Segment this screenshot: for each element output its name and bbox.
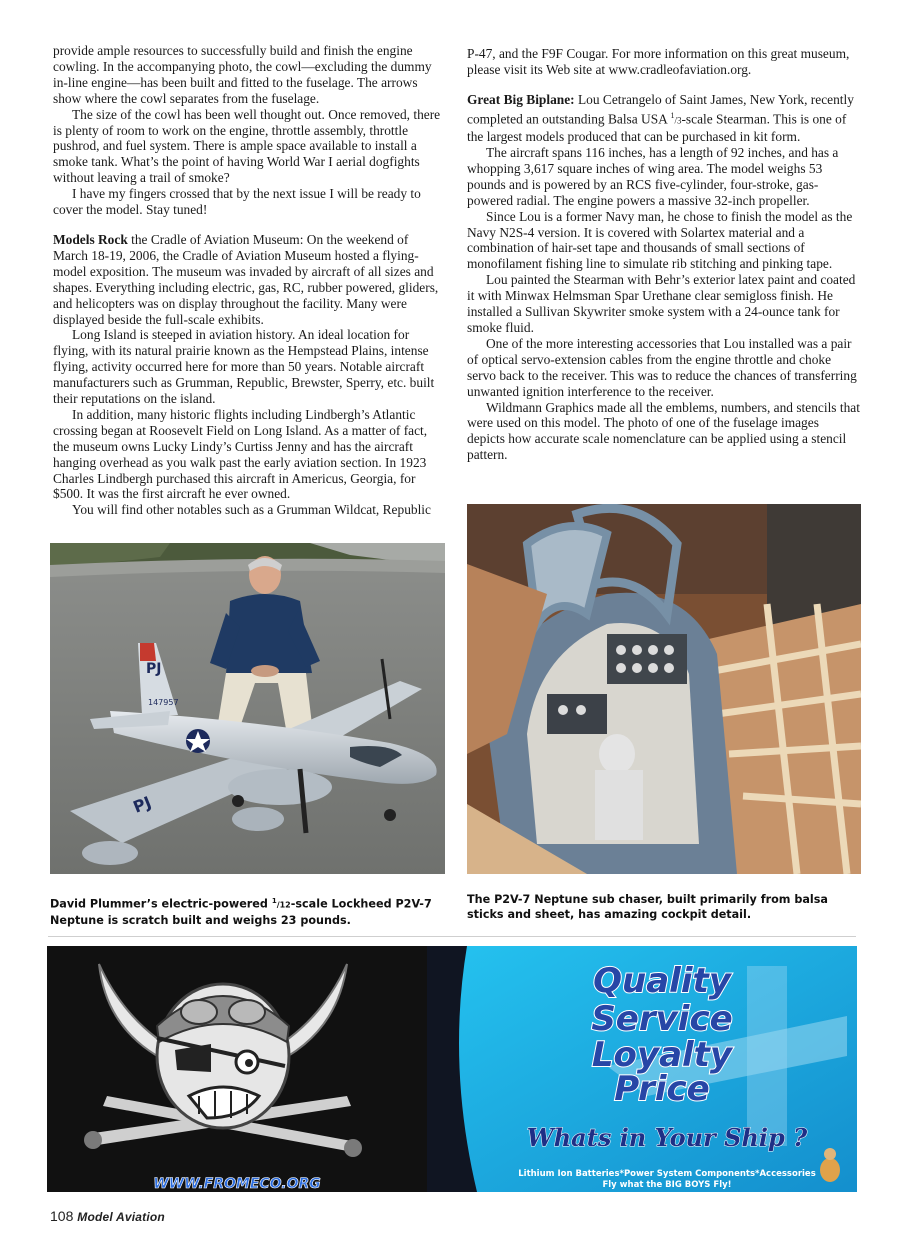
paragraph-text: Lou Cetrangelo of Saint James, New York, recently completed an outstanding Balsa USA (467, 91, 854, 127)
paragraph-text: the Cradle of Aviation Museum: On the weekend of March 18-19, 2006, the Cradle of Aviation Museum hosted a flying-model exposition. The museum was invaded by aircraft of all sizes and shapes. Everything including electric, gas, RC, rubber powered, gliders, and helicopters was on display throughout the facility. Many were displayed beside the full-scale exhibits. (53, 231, 439, 327)
paragraph: One of the more interesting accessories that Lou installed was a pair of optical servo-extension cables from the engine throttle and choke servo back to the receiver. This was to reduce the chances of transferring unwanted ignition interference to the receiver. (467, 335, 857, 399)
section-lead: Models Rock (53, 231, 128, 247)
paragraph: Since Lou is a former Navy man, he chose to finish the model as the Navy N2S-4 version. It is covered with Solartex material and a combination of hair-set tape and thousands of small sections of monofilament fishing line to simulate rib stitching and pinking tape. (467, 208, 853, 272)
ad-word-price: Price (614, 1069, 710, 1109)
ad-tagline-fly: Fly what the BIG BOYS Fly! (602, 1180, 732, 1190)
fraction-denominator: /3 (674, 115, 682, 126)
caption-left-photo (50, 894, 450, 928)
ad-url[interactable]: WWW.FROMECO.ORG (153, 1176, 321, 1192)
photo-p2v7-neptune-model (50, 543, 445, 874)
tail-serial: 147957 (148, 698, 179, 707)
paragraph: provide ample resources to successfully build and finish the engine cowling. In the accompanying photo, the cowl—excluding the dummy in-line engine—has been built and fitted to the fuselage. The arrows show where the cowl separates from the fuselage. (53, 43, 432, 106)
ad-word-quality: Quality (593, 961, 731, 1001)
fraction-denominator: /12 (276, 900, 291, 910)
paragraph-models-rock (53, 232, 445, 327)
caption-right-photo: The P2V-7 Neptune sub chaser, built primarily from balsa sticks and sheet, has amazing cockpit detail. (467, 893, 828, 921)
paragraph: I have my fingers crossed that by the next issue I will be ready to cover the model. Stay tuned! (53, 186, 421, 218)
ad-artwork (47, 946, 857, 1192)
paragraph-text: -scale Stearman. This is one of the largest models produced that can be purchased in kit form. (467, 111, 847, 145)
paragraph-great-big-biplane (467, 92, 860, 145)
section-lead: Great Big Biplane: (467, 91, 575, 107)
page-number: 108 (50, 1208, 74, 1224)
divider (48, 936, 856, 937)
page-folio (50, 1208, 165, 1224)
mascot-icon (820, 1158, 840, 1182)
photo-cockpit-detail (467, 504, 861, 874)
paragraph: The aircraft spans 116 inches, has a length of 92 inches, and has a whopping 3,617 square inches of wing area. The model weighs 53 pounds and is powered by an RCS five-cylinder, four-stroke, gas-powered radial. The engine powers a massive 32-inch propeller. (467, 145, 839, 208)
photo-illustration (50, 543, 445, 874)
paragraph: In addition, many historic flights including Lindbergh’s Atlantic crossing began at Roosevelt Field on Long Island. As a matter of fact, the museum owns Lucky Lindy’s Curtiss Jenny and has the aircraft hanging overhead as you walk past the early aviation section. In 1923 Charles Lindbergh purchased this aircraft in Americus, Georgia, for $500. It was the first aircraft he ever owned. (53, 406, 428, 502)
caption-text: David Plummer’s electric-powered (50, 897, 272, 911)
publication-name: Model Aviation (77, 1210, 165, 1224)
article-right-column (467, 46, 860, 463)
ad-slogan: Whats in Your Ship ? (526, 1123, 808, 1152)
paragraph: Lou painted the Stearman with Behr’s exterior latex paint and coated it with Minwax Helmsman Spar Urethane clear semigloss finish. He installed a Sullivan Skywriter smoke system with a 24-ounce tank for smoke fluid. (467, 272, 856, 335)
fromeco-advertisement[interactable] (47, 946, 857, 1192)
photo-illustration (467, 504, 861, 874)
paragraph: The size of the cowl has been well thought out. Once removed, there is plenty of room to work on the engine, throttle assembly, throttle pushrod, and fuel system. There is ample space available to install a smoke tank. What’s the point of having World War I aerial dogfights without leaving a trail of smoke? (53, 106, 441, 186)
ad-word-service: Service (591, 999, 733, 1039)
paragraph: Wildmann Graphics made all the emblems, numbers, and stencils that were used on this model. The photo of one of the fuselage images depicts how accurate scale nomenclature can be applied using a stencil pattern. (467, 399, 860, 463)
caption-text: -scale Lockheed P2V-7 Neptune is scratch built and weighs 23 pounds. (50, 897, 432, 927)
fraction-numerator: 1 (670, 110, 675, 120)
ad-tagline-products: Lithium Ion Batteries*Power System Components*Accessories (518, 1169, 816, 1179)
paragraph: You will find other notables such as a Grumman Wildcat, Republic (72, 502, 431, 518)
paragraph: P-47, and the F9F Cougar. For more information on this great museum, please visit its Web site at www.cradleofaviation.org. (467, 46, 850, 77)
wing-code: PJ (130, 792, 154, 817)
fraction-numerator: 1 (271, 897, 277, 905)
ad-word-loyalty: Loyalty (591, 1035, 733, 1075)
article-left-column (53, 43, 445, 518)
paragraph: Long Island is steeped in aviation history. An ideal location for flying, with its natural prairie known as the Hempstead Plains, intense flying, activity occurred here for more than 50 years. Notable aircraft manufacturers such as Grumman, Republic, Brewster, Sperry, etc. built their reputations on the island. (53, 327, 435, 407)
tail-code: PJ (146, 661, 162, 677)
